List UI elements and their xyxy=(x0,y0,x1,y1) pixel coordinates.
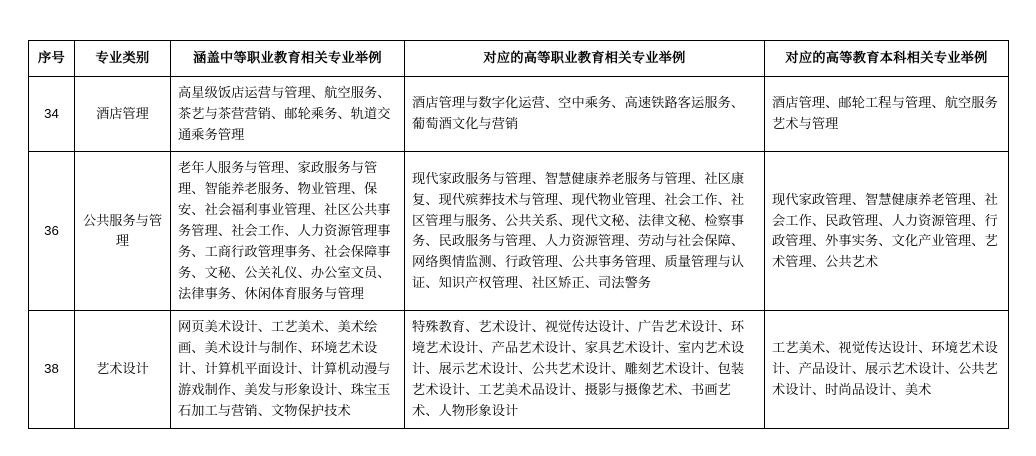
cell-text: 工艺美术、视觉传达设计、环境艺术设计、产品设计、展示艺术设计、公共艺术设计、时尚品设计、美术 xyxy=(772,340,998,398)
column-header-higher-vocational: 对应的高等职业教育相关专业举例 xyxy=(405,41,765,77)
column-header-seq: 序号 xyxy=(29,41,75,77)
column-header-category: 专业类别 xyxy=(75,41,171,77)
row-bachelor xyxy=(765,152,1009,311)
column-header-secondary-vocational: 涵盖中等职业教育相关专业举例 xyxy=(171,41,405,77)
row-category: 酒店管理 xyxy=(75,76,171,152)
row-category: 艺术设计 xyxy=(75,311,171,428)
row-higher-vocational xyxy=(405,311,765,428)
cell-text: 特殊教育、艺术设计、视觉传达设计、广告艺术设计、环境艺术设计、产品艺术设计、家具艺术设计、室内艺术设计、展示艺术设计、公共艺术设计、雕刻艺术设计、包装艺术设计、工艺美术品设计、摄影与摄像艺术、书画艺术、人物形象设计 xyxy=(412,319,745,418)
table-row xyxy=(29,76,1009,152)
row-higher-vocational xyxy=(405,76,765,152)
cell-text: 网页美术设计、工艺美术、美术绘画、美术设计与制作、环境艺术设计、计算机平面设计、计算机动漫与游戏制作、美发与形象设计、珠宝玉石加工与营销、文物保护技术 xyxy=(178,319,391,418)
cell-text: 现代家政服务与管理、智慧健康养老服务与管理、社区康复、现代殡葬技术与管理、现代物业管理、社会工作、社区管理与服务、公共关系、现代文秘、法律文秘、检察事务、民政服务与管理、人力资源管理、劳动与社会保障、网络舆情监测、行政管理、公共事务管理、质量管理与认证、知识产权管理、社区矫正、司法警务 xyxy=(412,170,745,291)
table-row xyxy=(29,311,1009,428)
table-header xyxy=(29,41,1009,77)
column-header-bachelor: 对应的高等教育本科相关专业举例 xyxy=(765,41,1009,77)
cell-text: 高星级饭店运营与管理、航空服务、茶艺与茶营营销、邮轮乘务、轨道交通乘务管理 xyxy=(178,84,391,142)
row-seq: 36 xyxy=(29,152,75,311)
table-container xyxy=(28,40,1008,429)
cell-text: 酒店管理、邮轮工程与管理、航空服务艺术与管理 xyxy=(772,95,998,132)
row-secondary-vocational xyxy=(171,76,405,152)
cell-text: 老年人服务与管理、家政服务与管理、智能养老服务、物业管理、保安、社会福利事业管理、社区公共事务管理、社会工作、人力资源管理事务、工商行政管理事务、社会保障事务、文秘、公关礼仪、办公室文员、法律事务、休闲体育服务与管理 xyxy=(178,160,391,301)
cell-text: 酒店管理与数字化运营、空中乘务、高速铁路客运服务、葡萄酒文化与营销 xyxy=(412,95,745,132)
table-body xyxy=(29,76,1009,428)
row-secondary-vocational xyxy=(171,311,405,428)
row-seq: 38 xyxy=(29,311,75,428)
cell-text: 现代家政管理、智慧健康养老管理、社会工作、民政管理、人力资源管理、行政管理、外事实务、文化产业管理、艺术管理、公共艺术 xyxy=(772,191,998,270)
row-secondary-vocational xyxy=(171,152,405,311)
row-seq: 34 xyxy=(29,76,75,152)
row-category: 公共服务与管理 xyxy=(75,152,171,311)
row-higher-vocational xyxy=(405,152,765,311)
majors-correspondence-table xyxy=(28,40,1009,429)
table-row xyxy=(29,152,1009,311)
row-bachelor xyxy=(765,311,1009,428)
header-row xyxy=(29,41,1009,77)
row-bachelor xyxy=(765,76,1009,152)
